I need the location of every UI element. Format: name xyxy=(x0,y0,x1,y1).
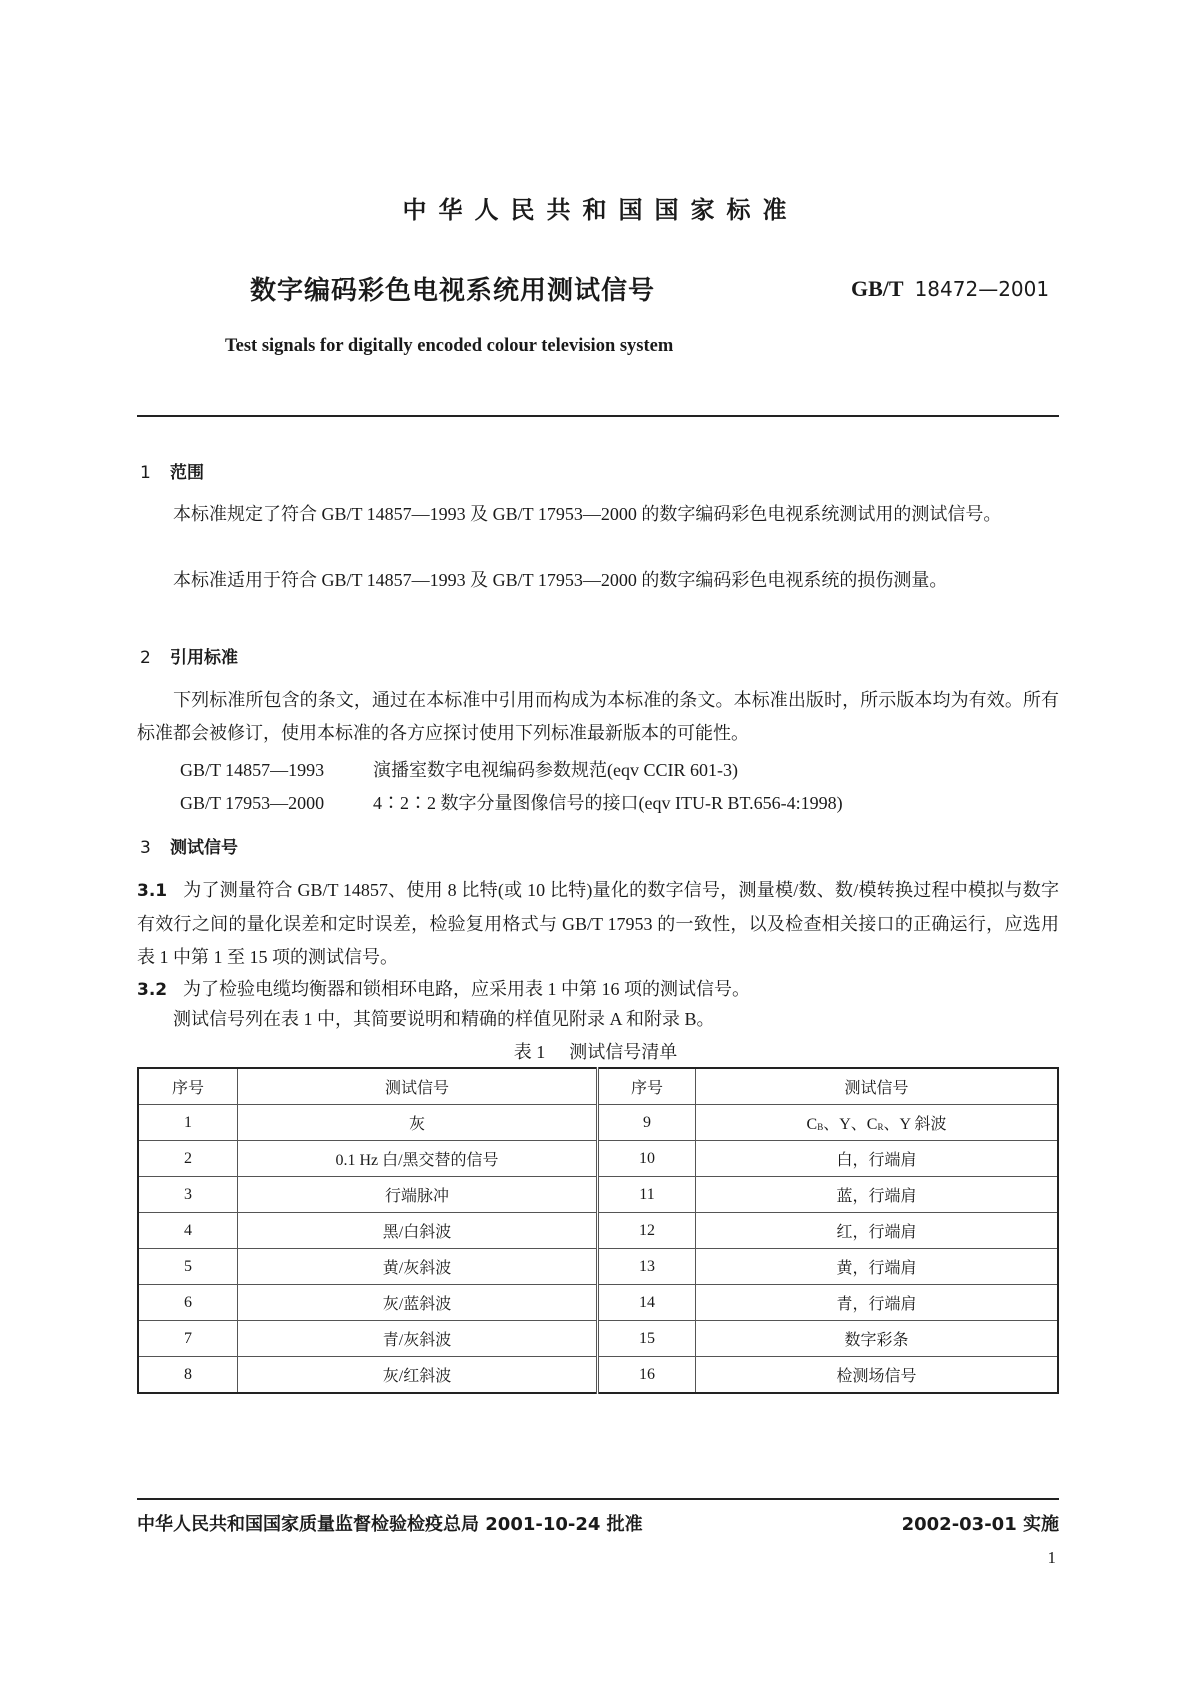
reference-code: GB/T 14857—1993 xyxy=(180,760,325,780)
section-2-paragraph: 下列标准所包含的条文，通过在本标准中引用而构成为本标准的条文。本标准出版时，所示版本均为有效。所有标准都会被修订，使用本标准的各方应探讨使用下列标准最新版本的可能性。 xyxy=(137,690,1059,743)
cell-number: 13 xyxy=(598,1249,696,1285)
cell-number: 11 xyxy=(598,1177,696,1213)
test-signals-table xyxy=(137,1067,1059,1394)
cell-number: 5 xyxy=(138,1249,238,1285)
cell-number: 15 xyxy=(598,1321,696,1357)
table-row xyxy=(138,1105,1058,1141)
clause-3-1 xyxy=(137,874,1059,974)
clause-text: 为了检验电缆均衡器和锁相环电路，应采用表 1 中第 16 项的测试信号。 xyxy=(183,979,750,999)
cell-signal: 灰/蓝斜波 xyxy=(238,1285,598,1321)
cell-number: 2 xyxy=(138,1141,238,1177)
table-title: 测试信号清单 xyxy=(569,1042,678,1062)
cell-signal: 蓝，行端肩 xyxy=(696,1177,1059,1213)
column-header-number: 序号 xyxy=(598,1068,696,1105)
standard-code xyxy=(851,276,1049,302)
cell-signal: 灰 xyxy=(238,1105,598,1141)
section-number: 2 xyxy=(140,648,151,668)
clause-number: 3.2 xyxy=(137,980,168,1000)
table-row xyxy=(138,1141,1058,1177)
cell-signal: 青/灰斜波 xyxy=(238,1321,598,1357)
cell-number: 1 xyxy=(138,1105,238,1141)
table-row xyxy=(138,1285,1058,1321)
cell-signal: 红，行端肩 xyxy=(696,1213,1059,1249)
document-title-en: Test signals for digitally encoded colour television system xyxy=(225,336,674,356)
standard-code-prefix: GB/T xyxy=(851,276,904,301)
clause-number: 3.1 xyxy=(137,881,168,901)
header-divider xyxy=(137,415,1059,417)
section-2-heading xyxy=(140,643,238,668)
cell-number: 14 xyxy=(598,1285,696,1321)
cell-number: 12 xyxy=(598,1213,696,1249)
cell-number: 9 xyxy=(598,1105,696,1141)
clause-text: 为了测量符合 GB/T 14857、使用 8 比特(或 10 比特)量化的数字信号，测量模/数、数/模转换过程中模拟与数字有效行之间的量化误差和定时误差，检验复用格式与 GB/T 17953 的一致性，以及检查相关接口的正确运行，应选用表 1 中第 1 至 15 项的测试信号。 xyxy=(137,880,1059,967)
cell-signal: 青，行端肩 xyxy=(696,1285,1059,1321)
cell-number: 3 xyxy=(138,1177,238,1213)
standard-type-header: 中华人民共和国国家标准 xyxy=(402,196,799,224)
cell-number: 4 xyxy=(138,1213,238,1249)
cell-number: 10 xyxy=(598,1141,696,1177)
cell-signal: 数字彩条 xyxy=(696,1321,1059,1357)
section-title: 引用标准 xyxy=(170,648,238,668)
section-1-paragraph-1: 本标准规定了符合 GB/T 14857—1993 及 GB/T 17953—2000 的数字编码彩色电视系统测试用的测试信号。 xyxy=(173,504,1002,524)
reference-title: 演播室数字电视编码参数规范(eqv CCIR 601-3) xyxy=(373,760,738,780)
cell-number: 6 xyxy=(138,1285,238,1321)
standard-code-number: 18472—2001 xyxy=(914,277,1050,301)
table-row xyxy=(138,1177,1058,1213)
cell-signal: 黄，行端肩 xyxy=(696,1249,1059,1285)
section-1-paragraph-2: 本标准适用于符合 GB/T 14857—1993 及 GB/T 17953—2000 的数字编码彩色电视系统的损伤测量。 xyxy=(173,570,948,590)
cell-number: 16 xyxy=(598,1357,696,1394)
table-row xyxy=(138,1213,1058,1249)
table-row xyxy=(138,1249,1058,1285)
cell-signal: CB、Y、CR、Y 斜波 xyxy=(696,1105,1059,1141)
reference-code: GB/T 17953—2000 xyxy=(180,793,325,813)
section-title: 范围 xyxy=(170,463,204,483)
table-row xyxy=(138,1357,1058,1394)
section-1-heading xyxy=(140,458,204,483)
footer-divider xyxy=(137,1498,1059,1500)
table-label: 表 1 xyxy=(513,1042,546,1062)
approval-statement: 中华人民共和国国家质量监督检验检疫总局 2001-10-24 批准 xyxy=(137,1514,643,1535)
page-number: 1 xyxy=(1047,1548,1056,1567)
column-header-signal: 测试信号 xyxy=(696,1068,1059,1105)
reference-item xyxy=(180,756,738,782)
section-number: 3 xyxy=(140,838,151,858)
table-header-row xyxy=(138,1068,1058,1105)
cell-number: 8 xyxy=(138,1357,238,1394)
column-header-number: 序号 xyxy=(138,1068,238,1105)
reference-title: 4∶2∶2 数字分量图像信号的接口(eqv ITU-R BT.656-4:1998) xyxy=(373,793,843,813)
section-3-note: 测试信号列在表 1 中，其简要说明和精确的样值见附录 A 和附录 B。 xyxy=(173,1009,715,1029)
cell-signal: 黄/灰斜波 xyxy=(238,1249,598,1285)
cell-signal: 0.1 Hz 白/黑交替的信号 xyxy=(238,1141,598,1177)
cell-signal: 黑/白斜波 xyxy=(238,1213,598,1249)
section-title: 测试信号 xyxy=(170,838,238,858)
cell-number: 7 xyxy=(138,1321,238,1357)
table-caption xyxy=(0,1038,1191,1064)
cell-signal: 检测场信号 xyxy=(696,1357,1059,1394)
cell-signal: 白，行端肩 xyxy=(696,1141,1059,1177)
table-row xyxy=(138,1321,1058,1357)
section-number: 1 xyxy=(140,463,151,483)
document-title-cn: 数字编码彩色电视系统用测试信号 xyxy=(250,276,656,306)
cell-signal: 行端脉冲 xyxy=(238,1177,598,1213)
cell-signal: 灰/红斜波 xyxy=(238,1357,598,1394)
clause-3-2 xyxy=(137,973,1059,1007)
section-3-heading xyxy=(140,833,238,858)
column-header-signal: 测试信号 xyxy=(238,1068,598,1105)
implementation-date: 2002-03-01 实施 xyxy=(901,1514,1059,1535)
reference-item xyxy=(180,789,843,815)
